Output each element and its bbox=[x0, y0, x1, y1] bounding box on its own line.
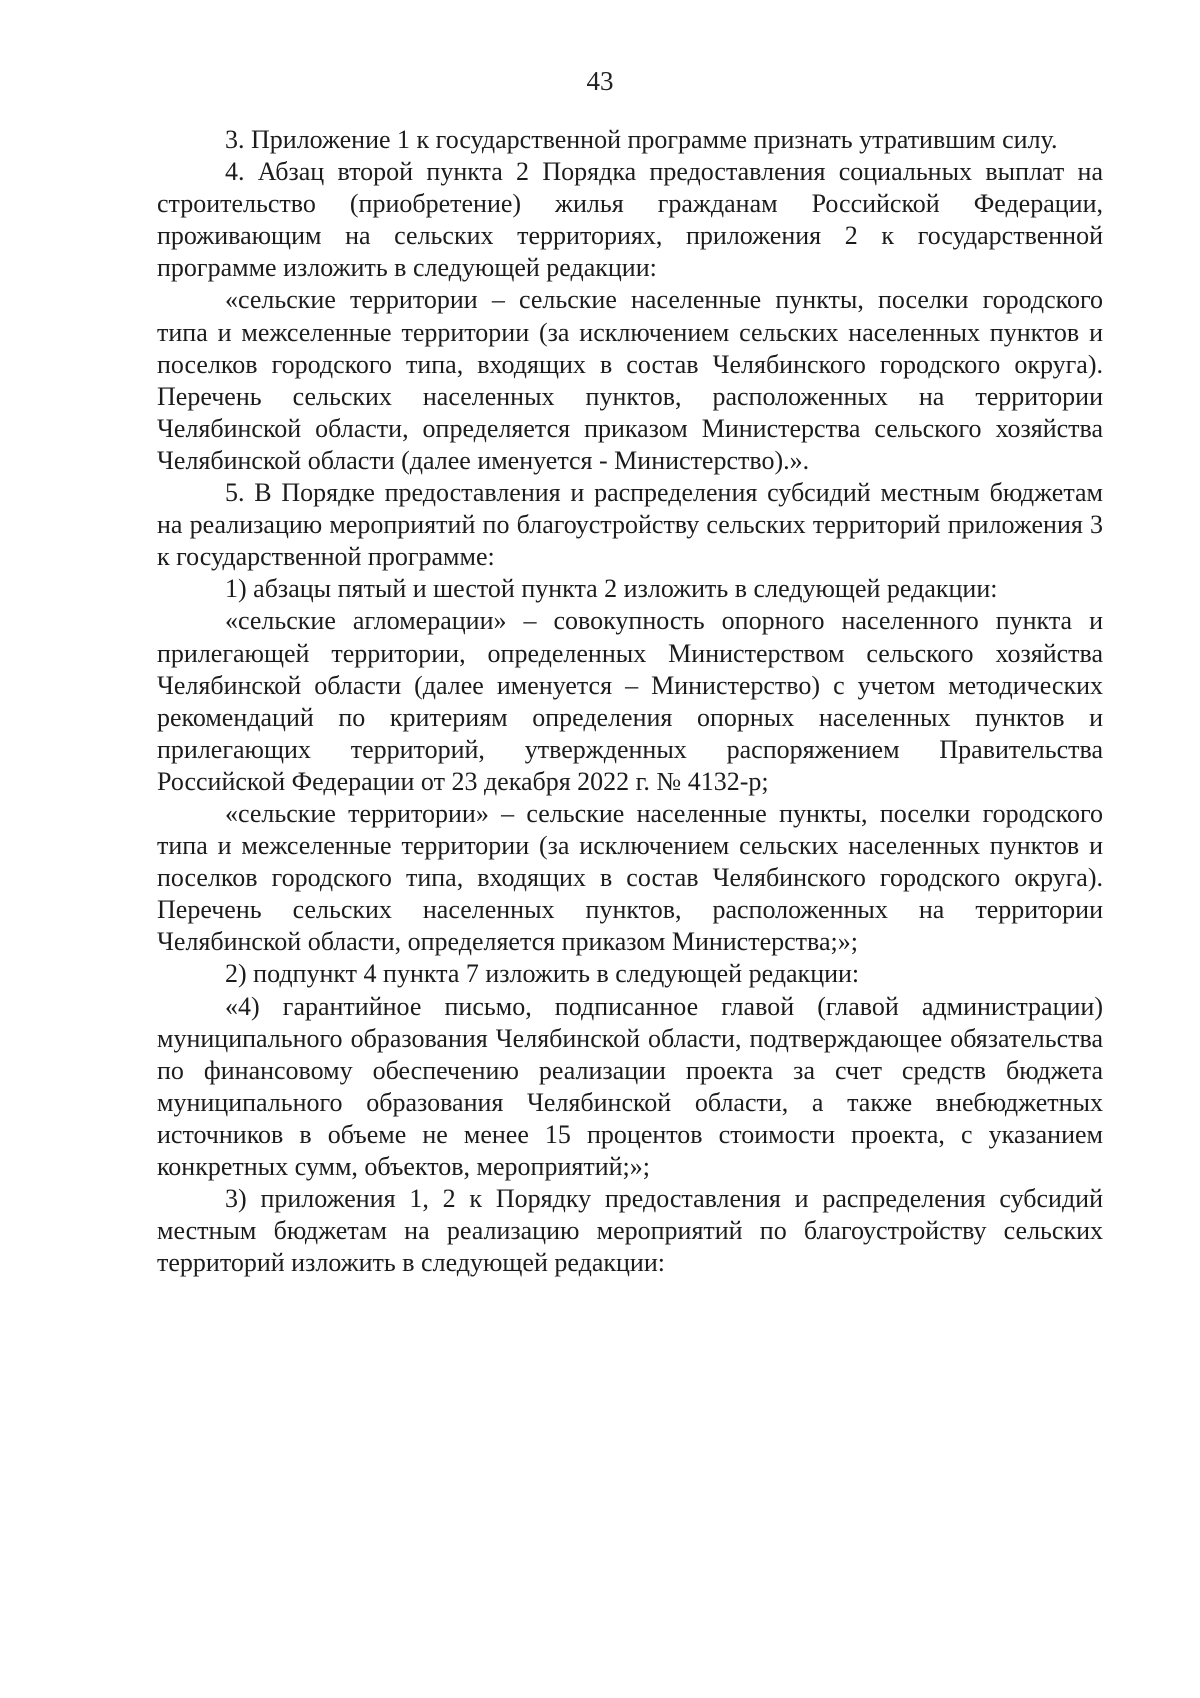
quote-rural-territories-2: «сельские территории» – сельские населенные пункты, поселки городского типа и межселенные территории (за исключением сельских населенных пунктов и поселков городского типа, входящих в состав Челябинского городского округа). Перечень сельских населенных пунктов, расположенных на территории Челябинской области, определяется приказом Министерства;»; bbox=[157, 798, 1103, 957]
paragraph-item-3: 3. Приложение 1 к государственной программе признать утратившим силу. bbox=[225, 125, 1058, 154]
quote-guarantee-letter: «4) гарантийное письмо, подписанное главой (главой администрации) муниципального образования Челябинской области, подтверждающее обязательства по финансовому обеспечению реализации проекта за счет средств бюджета муниципального образования Челябинской области, а также внебюджетных источников в объеме не менее 15 процентов стоимости проекта, с указанием конкретных сумм, объектов, мероприятий;»; bbox=[157, 991, 1103, 1181]
quote-rural-territories: «сельские территории – сельские населенные пункты, поселки городского типа и межселенные территории (за исключением сельских населенных пунктов и поселков городского типа, входящих в состав Челябинского городского округа). Перечень сельских населенных пунктов, расположенных на территории Челябинской области, определяется приказом Министерства сельского хозяйства Челябинской области (далее именуется - Министерство).». bbox=[157, 285, 1103, 475]
document-body bbox=[157, 124, 1103, 1279]
subparagraph-3: 3) приложения 1, 2 к Порядку предоставления и распределения субсидий местным бюджетам на реализацию мероприятий по благоустройству сельских территорий изложить в следующей редакции: bbox=[157, 1184, 1103, 1278]
paragraph-item-5: 5. В Порядке предоставления и распределения субсидий местным бюджетам на реализацию мероприятий по благоустройству сельских территорий приложения 3 к государственной программе: bbox=[157, 478, 1103, 572]
quote-rural-agglomerations: «сельские агломерации» – совокупность опорного населенного пункта и прилегающей территории, определенных Министерством сельского хозяйства Челябинской области (далее именуется – Министерство) с учетом методических рекомендаций по критериям определения опорных населенных пунктов и прилегающих территорий, утвержденных распоряжением Правительства Российской Федерации от 23 декабря 2022 г. № 4132-р; bbox=[157, 606, 1103, 796]
subparagraph-1: 1) абзацы пятый и шестой пункта 2 изложить в следующей редакции: bbox=[225, 574, 998, 604]
subparagraph-2: 2) подпункт 4 пункта 7 изложить в следующей редакции: bbox=[225, 959, 860, 989]
page-number: 43 bbox=[586, 66, 614, 96]
paragraph-item-4: 4. Абзац второй пункта 2 Порядка предоставления социальных выплат на строительство (приобретение) жилья гражданам Российской Федерации, проживающим на сельских территориях, приложения 2 к государственной программе изложить в следующей редакции: bbox=[157, 157, 1103, 283]
